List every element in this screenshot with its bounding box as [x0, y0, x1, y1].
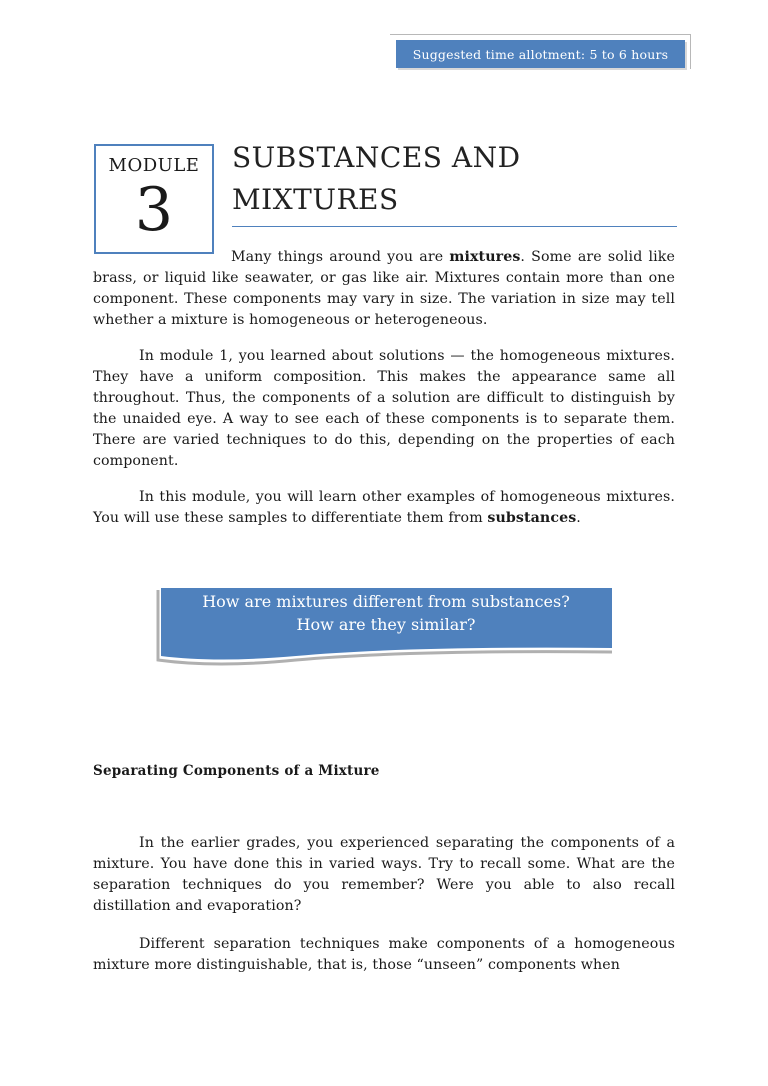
title-divider	[232, 226, 677, 227]
p3-bold-substances: substances	[487, 510, 577, 526]
paragraph-separation-techniques: Different separation techniques make components of a homogeneous mixture more distinguishable, that is, those “unseen” components when	[93, 936, 675, 973]
module-number: 3	[134, 175, 174, 245]
module-label: MODULE	[108, 155, 200, 176]
paragraph-earlier-grades: In the earlier grades, you experienced separating the components of a mixture. You have done this in varied ways. Try to recall some. What are the separation techniques do you remember? Were you able to also recall distillation and evaporation?	[93, 835, 675, 914]
guide-question-line-2: How are they similar?	[296, 615, 476, 634]
guide-question-callout	[156, 586, 616, 666]
p1-text-c: . Some are solid like brass, or liquid like seawater, or gas like air. Mixtures contain more than one component. These components may vary in size. The variation in size may tell whether a mixture is homogeneous or heterogeneous.	[93, 249, 675, 328]
time-allotment-text: Suggested time allotment: 5 to 6 hours	[412, 46, 669, 62]
paragraph-solutions: In module 1, you learned about solutions — the homogeneous mixtures. They have a uniform composition. This makes the appearance same all throughout. Thus, the components of a solution are difficult to distinguish by the unaided eye. A way to see each of these components is to separate them. There are varied techniques to do this, depending on the properties of each component.	[93, 348, 675, 469]
p3-text-a: In this module, you will learn other examples of homogeneous mixtures. You will use these samples to differentiate them from	[93, 489, 675, 526]
module-box	[94, 144, 214, 254]
p1-bold-mixtures: mixtures	[449, 249, 521, 265]
guide-question-text	[160, 590, 612, 636]
paragraph-module-goal	[93, 487, 675, 529]
page-title: SUBSTANCES AND MIXTURES	[232, 141, 521, 216]
time-allotment-badge	[396, 40, 685, 68]
p3-text-c: .	[576, 510, 581, 526]
p1-text-a: Many things around you are	[231, 249, 450, 265]
paragraph-intro	[93, 247, 675, 331]
section-heading: Separating Components of a Mixture	[93, 763, 380, 779]
guide-question-line-1: How are mixtures different from substances?	[202, 592, 570, 611]
